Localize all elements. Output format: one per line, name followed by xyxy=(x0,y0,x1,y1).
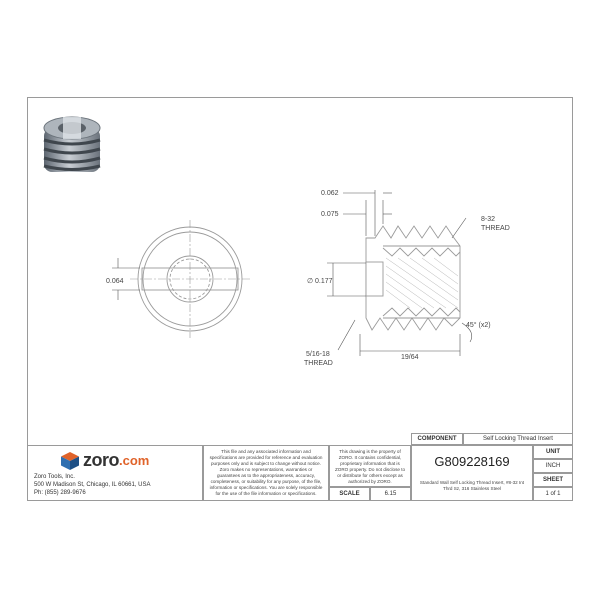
component-label: COMPONENT xyxy=(411,433,463,445)
side-view xyxy=(366,226,460,330)
logo-text: zoro xyxy=(83,450,119,470)
internal-thread-size: 8-32 xyxy=(481,216,496,223)
sheet-label: SHEET xyxy=(533,473,573,487)
sheet-value: 1 of 1 xyxy=(533,487,573,501)
proprietary-notice: This drawing is the property of ZORO. It contains confidential, proprietary information that is ZORO property. Do not disclose to or distribute for others except as authorized by ZORO. xyxy=(329,445,411,487)
component-value: Self Locking Thread Insert xyxy=(463,433,573,445)
part-description: Standard Wall Self Locking Thread Insert, #8-32 Int Thrd Sz, 316 Stainless Steel xyxy=(419,480,525,491)
internal-thread-label: THREAD xyxy=(481,225,510,232)
slot-width-label: 0.064 xyxy=(106,278,124,285)
part-number: G809228169 xyxy=(434,454,510,469)
logo-suffix: .com xyxy=(119,453,150,468)
zoro-logo xyxy=(60,450,149,471)
head-height-label: 0.075 xyxy=(321,211,339,218)
length-label: 19/64 xyxy=(401,354,419,361)
slot-depth-label: 0.062 xyxy=(321,190,339,197)
part-number-block xyxy=(411,445,533,501)
scale-label: SCALE xyxy=(329,487,370,501)
diameter-label: ∅ 0.177 xyxy=(307,278,333,285)
title-block xyxy=(27,436,573,501)
disclaimer-text: This file and any associated information and specifications are provided for reference and evaluation purposes only and is subject to change without notice. Zoro makes no representations, warranties or guarantees as to the appropriateness, accuracy, completeness, or suitability for any purpose, of the file, information or specifications. You are solely responsible for the use of the file information or specifications. xyxy=(203,445,329,501)
unit-value: INCH xyxy=(533,459,573,473)
company-name: Zoro Tools, Inc. xyxy=(34,474,75,480)
scale-value: 6.15 xyxy=(370,487,411,501)
chamfer-label: 45° (x2) xyxy=(466,322,491,329)
unit-label: UNIT xyxy=(533,445,573,459)
zoro-cube-icon xyxy=(60,451,80,471)
company-block xyxy=(27,445,203,501)
end-view xyxy=(130,220,250,338)
company-phone: Ph: (855) 289-9676 xyxy=(34,490,86,496)
external-thread-size: 5/16-18 xyxy=(306,351,330,358)
company-address: 500 W Madison St, Chicago, IL 60661, USA xyxy=(34,482,151,488)
insert-3d-thumbnail xyxy=(44,117,100,172)
external-thread-label: THREAD xyxy=(304,360,333,367)
